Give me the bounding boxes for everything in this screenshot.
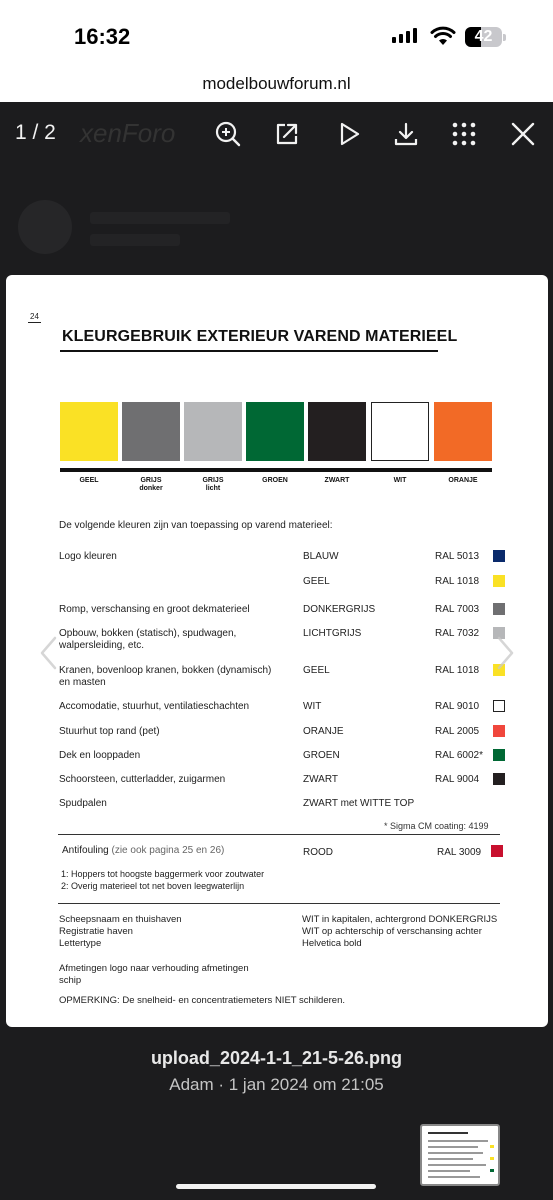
swatch-grijs-donker xyxy=(122,402,180,461)
swatch-oranje xyxy=(434,402,492,461)
row-color-name: LICHTGRIJS xyxy=(303,628,362,639)
logo-note: Afmetingen logo naar verhouding afmetingen xyxy=(59,963,249,974)
swatch-geel xyxy=(60,402,118,461)
info-label: Scheepsnaam en thuishaven xyxy=(59,914,182,925)
note-line: 1: Hoppers tot hoogste baggermerk voor zoutwater xyxy=(61,869,265,879)
swatch-label: GRIJS licht xyxy=(202,477,224,492)
previous-arrow-icon[interactable] xyxy=(38,635,58,671)
url-domain: modelbouwforum.nl xyxy=(202,74,351,93)
close-icon[interactable] xyxy=(510,120,536,148)
color-swatches xyxy=(60,402,492,461)
row-ral: RAL 9004 xyxy=(435,774,480,785)
swatch-grijs-licht xyxy=(184,402,242,461)
row-color-name: GROEN xyxy=(303,750,340,761)
row-ral: RAL 5013 xyxy=(435,551,480,562)
grid-icon[interactable] xyxy=(451,120,477,148)
file-meta: Adam · 1 jan 2024 om 21:05 xyxy=(169,1075,384,1094)
antifouling-label: Antifouling (zie ook pagina 25 en 26) xyxy=(62,845,225,856)
background-brand: xenForo xyxy=(80,118,176,148)
swatch-label: ZWART xyxy=(324,477,350,484)
row-ral: RAL 6002* xyxy=(435,750,483,761)
document-image[interactable] xyxy=(6,275,548,1027)
note-line: 2: Overig materieel tot net boven leegwaterlijn xyxy=(61,881,245,891)
antifouling-ral: RAL 3009 xyxy=(437,847,482,858)
doc-title: KLEURGEBRUIK EXTERIEUR VAREND MATERIEEL xyxy=(62,328,458,345)
row-ral: RAL 7032 xyxy=(435,628,480,639)
row-label: Opbouw, bokken (statisch), spudwagen, walpersleiding, etc. xyxy=(59,628,237,651)
doc-intro: De volgende kleuren zijn van toepassing op varend materieel: xyxy=(59,520,333,531)
row-label: Logo kleuren xyxy=(59,551,117,562)
row-color-chip xyxy=(493,603,505,615)
status-time: 16:32 xyxy=(74,24,131,49)
battery-level: 42 xyxy=(474,28,493,45)
battery-tip xyxy=(503,34,506,41)
swatch-label: GEEL xyxy=(79,477,99,484)
row-label: Romp, verschansing en groot dekmaterieel xyxy=(59,604,250,615)
antifouling-color-chip xyxy=(491,845,503,857)
swatch-groen xyxy=(246,402,304,461)
info-value: Helvetica bold xyxy=(302,938,362,949)
thumbnail-line xyxy=(428,1132,468,1134)
opmerking-note: OPMERKING: De snelheid- en concentratiemeters NIET schilderen. xyxy=(59,995,345,1006)
file-name: upload_2024-1-1_21-5-26.png xyxy=(150,1048,403,1068)
thumbnail-line xyxy=(428,1170,470,1172)
row-color-name: ZWART xyxy=(303,774,338,785)
thumbnail-line xyxy=(428,1158,473,1160)
row-color-name: GEEL xyxy=(303,576,330,587)
play-icon[interactable] xyxy=(336,120,362,148)
row-color-name: DONKERGRIJS xyxy=(303,604,376,615)
url-bar[interactable] xyxy=(0,70,553,102)
divider xyxy=(58,834,500,835)
row-color-name: WIT xyxy=(303,701,322,712)
thumbnail-chip xyxy=(490,1157,494,1160)
open-external-icon[interactable] xyxy=(273,120,301,148)
logo-note: schip xyxy=(59,975,82,986)
divider xyxy=(58,903,500,904)
thumbnail-chip xyxy=(490,1145,494,1148)
background-text-line xyxy=(90,212,230,224)
row-color-name: GEEL xyxy=(303,665,330,676)
thumbnail[interactable] xyxy=(420,1124,500,1186)
info-value: WIT in kapitalen, achtergrond DONKERGRIJS xyxy=(302,914,498,925)
thumbnail-line xyxy=(428,1146,478,1148)
row-color-chip xyxy=(493,773,505,785)
status-bar xyxy=(0,0,553,70)
swatch-wit xyxy=(371,402,429,461)
info-label: Registratie haven xyxy=(59,926,133,937)
row-ral: RAL 9010 xyxy=(435,701,480,712)
row-color-chip xyxy=(493,550,505,562)
thumbnail-line xyxy=(428,1152,483,1154)
row-ral: RAL 1018 xyxy=(435,576,480,587)
thumbnail-line xyxy=(428,1164,486,1166)
row-color-name: BLAUW xyxy=(303,551,339,562)
zoom-in-icon[interactable] xyxy=(214,120,242,148)
info-label: Lettertype xyxy=(59,938,102,949)
swatch-label: ORANJE xyxy=(448,477,478,484)
row-label: Dek en looppaden xyxy=(59,750,141,761)
cellular-signal-icon xyxy=(392,28,417,43)
next-arrow-icon[interactable] xyxy=(496,635,516,671)
background-text-line xyxy=(90,234,180,246)
download-icon[interactable] xyxy=(392,120,420,148)
thumbnail-line xyxy=(428,1140,488,1142)
row-color-chip xyxy=(493,700,505,712)
row-ral: RAL 2005 xyxy=(435,726,480,737)
swatch-zwart xyxy=(308,402,366,461)
doc-page-number: 24 xyxy=(30,312,39,321)
row-color-chip xyxy=(493,749,505,761)
swatch-label: GRIJS donker xyxy=(139,477,163,492)
thumbnail-line xyxy=(428,1176,480,1178)
row-label: Schoorsteen, cutterladder, zuigarmen xyxy=(59,774,226,785)
row-color-name: ZWART met WITTE TOP xyxy=(303,798,415,809)
row-ral: RAL 1018 xyxy=(435,665,480,676)
row-color-chip xyxy=(493,725,505,737)
row-label: Spudpalen xyxy=(59,798,107,809)
row-label: Kranen, bovenloop kranen, bokken (dynamisch) en masten xyxy=(59,665,272,688)
row-color-name: ORANJE xyxy=(303,726,344,737)
background-avatar xyxy=(18,200,72,254)
row-label: Stuurhut top rand (pet) xyxy=(59,726,160,737)
antifouling-color-name: ROOD xyxy=(303,847,333,858)
row-label: Accomodatie, stuurhut, ventilatieschachten xyxy=(59,701,250,712)
battery-icon xyxy=(465,27,502,47)
wifi-icon xyxy=(430,26,456,46)
swatch-label: WIT xyxy=(393,477,407,484)
sigma-note: * Sigma CM coating: 4199 xyxy=(384,821,489,831)
page-counter: 1 / 2 xyxy=(15,121,56,144)
doc-page-underline xyxy=(28,322,41,323)
row-color-chip xyxy=(493,575,505,587)
thumbnail-chip xyxy=(490,1169,494,1172)
row-ral: RAL 7003 xyxy=(435,604,480,615)
info-value: WIT op achterschip of verschansing achter xyxy=(302,926,482,937)
swatch-baseline xyxy=(60,468,492,472)
doc-title-underline xyxy=(60,350,438,352)
home-indicator[interactable] xyxy=(176,1184,376,1189)
swatch-label: GROEN xyxy=(262,477,288,484)
viewer-toolbar xyxy=(0,102,553,162)
